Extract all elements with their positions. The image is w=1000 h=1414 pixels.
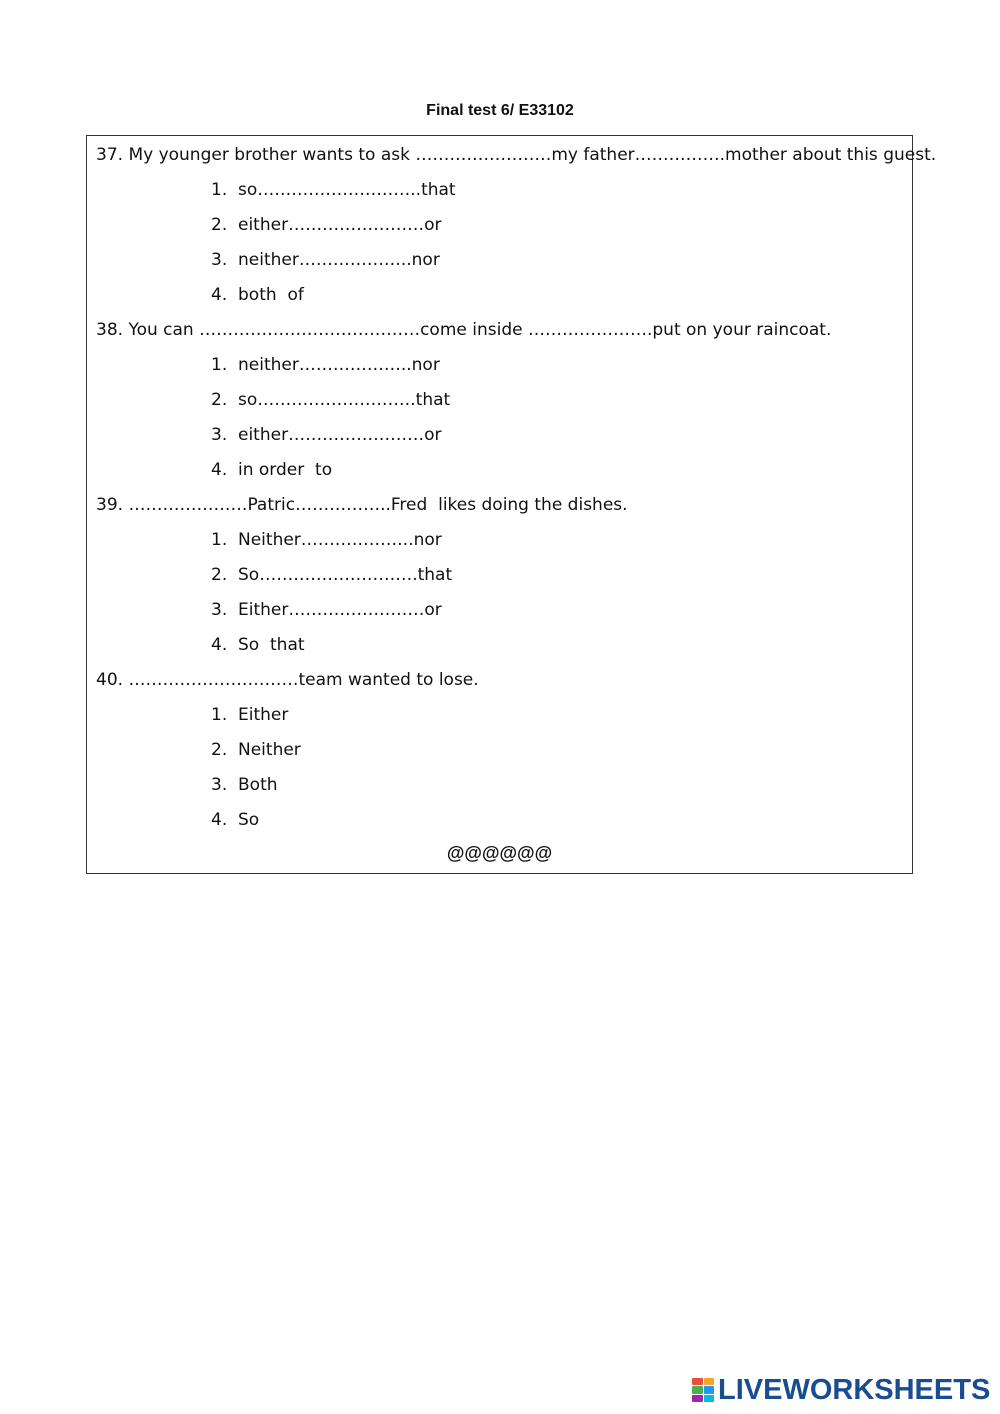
option-number: 3. [211, 600, 228, 620]
logo-block [704, 1395, 715, 1402]
question-37-option-1[interactable] [211, 179, 456, 201]
question-38-option-4[interactable] [211, 459, 332, 481]
option-text: Either [238, 705, 289, 725]
option-number: 4. [211, 810, 228, 830]
footer-logo[interactable] [692, 1372, 990, 1408]
option-number: 3. [211, 425, 228, 445]
question-39-option-4[interactable] [211, 634, 305, 656]
brand-name: LIVEWORKSHEETS [718, 1373, 991, 1406]
page-title: Final test 6/ E33102 [426, 102, 574, 119]
option-text: Neither………………..nor [238, 530, 442, 550]
logo-block [704, 1378, 715, 1385]
question-40-stem: 40. …………………………team wanted to lose. [96, 670, 479, 690]
question-39-option-3[interactable] [211, 599, 442, 621]
question-37-option-2[interactable] [211, 214, 441, 236]
end-mark: @@@@@@ [446, 843, 553, 863]
option-text: either……………………or [238, 215, 442, 235]
option-text: so……………………….that [238, 390, 451, 410]
question-38-option-1[interactable] [211, 354, 440, 376]
liveworksheets-logo-icon [692, 1378, 714, 1402]
logo-block [692, 1395, 703, 1402]
option-number: 1. [211, 180, 228, 200]
option-text: So……………………….that [238, 565, 453, 585]
option-text: neither………………..nor [238, 250, 440, 270]
option-number: 2. [211, 215, 228, 235]
option-number: 3. [211, 775, 228, 795]
option-text: either……………………or [238, 425, 442, 445]
option-text: Either……………………or [238, 600, 442, 620]
question-39-option-1[interactable] [211, 529, 442, 551]
question-40-option-1[interactable] [211, 704, 288, 726]
question-39-stem: 39. …………………Patric……………..Fred likes doing the dishes. [96, 495, 628, 515]
question-38-option-2[interactable] [211, 389, 450, 411]
option-number: 4. [211, 285, 228, 305]
option-text: Neither [238, 740, 301, 760]
question-38-option-3[interactable] [211, 424, 441, 446]
option-number: 2. [211, 390, 228, 410]
option-number: 3. [211, 250, 228, 270]
question-40-option-2[interactable] [211, 739, 301, 761]
option-text: in order to [238, 460, 333, 480]
option-number: 2. [211, 740, 228, 760]
question-38-stem: 38. You can …………………………………come inside ………………….put on your raincoat. [96, 320, 832, 340]
option-text: Both [238, 775, 278, 795]
option-text: so………………………..that [238, 180, 456, 200]
option-text: So that [238, 635, 305, 655]
question-40-option-4[interactable] [211, 809, 259, 831]
option-text: So [238, 810, 260, 830]
question-37-option-4[interactable] [211, 284, 304, 306]
option-number: 1. [211, 530, 228, 550]
logo-block [704, 1386, 715, 1393]
logo-block [692, 1386, 703, 1393]
option-number: 4. [211, 635, 228, 655]
option-number: 1. [211, 355, 228, 375]
option-text: both of [238, 285, 304, 305]
question-box [86, 135, 937, 874]
question-37-stem: 37. My younger brother wants to ask ……………………my father…………….mother about this guest. [96, 145, 937, 165]
option-number: 4. [211, 460, 228, 480]
option-number: 1. [211, 705, 228, 725]
question-40-option-3[interactable] [211, 774, 278, 796]
option-text: neither………………..nor [238, 355, 440, 375]
option-number: 2. [211, 565, 228, 585]
question-37-option-3[interactable] [211, 249, 440, 271]
logo-block [692, 1378, 703, 1385]
question-39-option-2[interactable] [211, 564, 452, 586]
